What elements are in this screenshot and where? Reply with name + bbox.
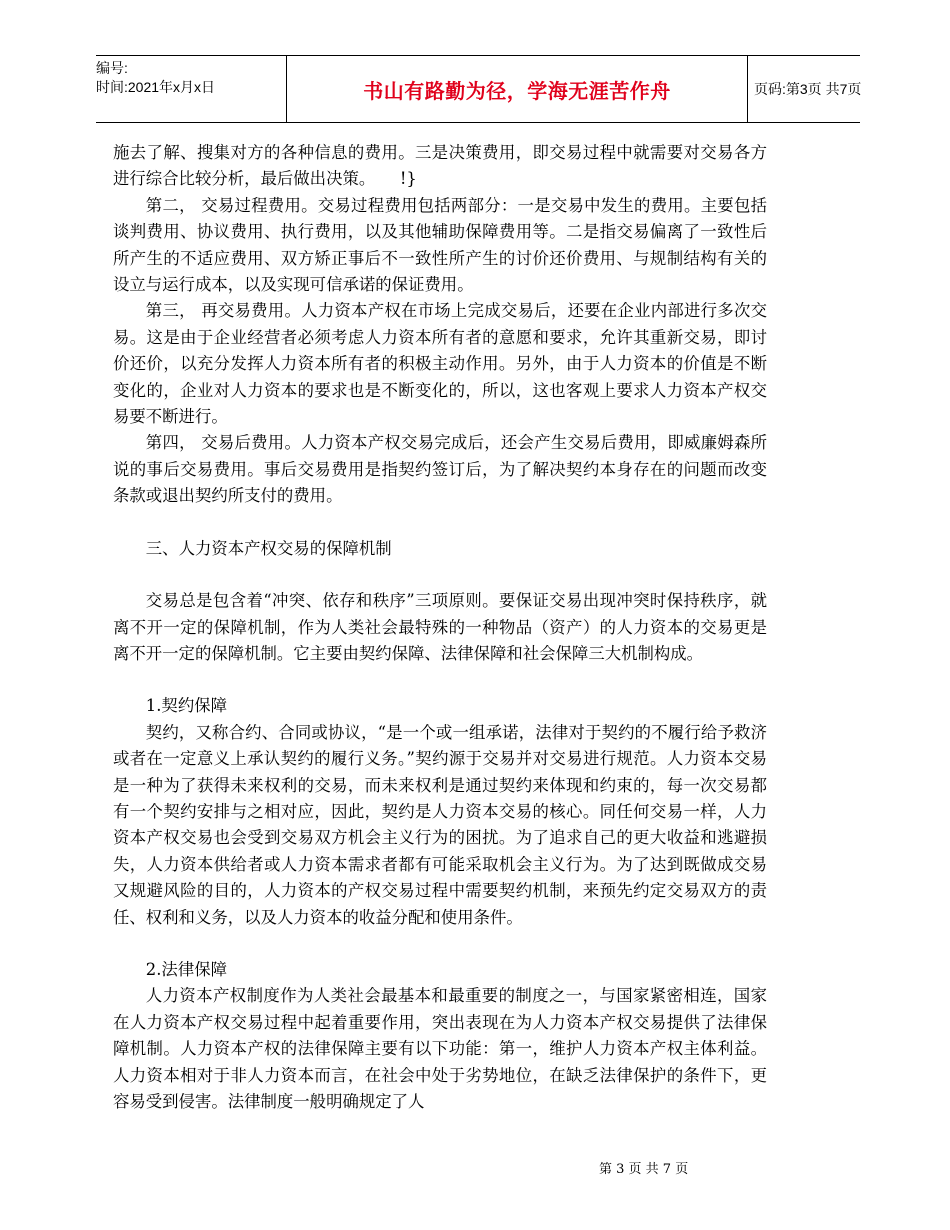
subsection-heading: 1.契约保障 <box>145 696 227 716</box>
header-meta <box>96 56 286 125</box>
paragraph: 施去了解、搜集对方的各种信息的费用。三是决策费用，即交易过程中就需要对交易各方进行综合比较分析，最后做出决策。 !} <box>113 143 767 189</box>
paragraph: 第四， 交易后费用。人力资本产权交易完成后，还会产生交易后费用，即威廉姆森所说的事后交易费用。事后交易费用是指契约签订后，为了解决契约本身存在的问题而改变条款或退出契约所支付的费用。 <box>113 433 767 506</box>
page-header <box>96 55 860 123</box>
page-footer: 第 3 页 共 7 页 <box>599 1162 689 1177</box>
paragraph: 契约，又称合约、合同或协议，“是一个或一组承诺，法律对于契约的不履行给予救济或者在一定意义上承认契约的履行义务。”契约源于交易并对交易进行规范。人力资本交易是一种为了获得未来权利的交易，而未来权利是通过契约来体现和约束的，每一次交易都有一个契约安排与之相对应，因此，契约是人力资本交易的核心。同任何交易一样，人力资本产权交易也会受到交易双方机会主义行为的困扰。为了追求自己的更大收益和逃避损失，人力资本供给者或人力资本需求者都有可能采取机会主义行为。为了达到既做成交易又规避风险的目的，人力资本的产权交易过程中需要契约机制，来预先约定交易双方的责任、权利和义务，以及人力资本的收益分配和使用条件。 <box>113 722 767 927</box>
header-motto: 书山有路勤为径，学海无涯苦作舟 <box>286 56 748 122</box>
paragraph: 第三， 再交易费用。人力资本产权在市场上完成交易后，还要在企业内部进行多次交易。这是由于企业经营者必须考虑人力资本所有者的意愿和要求，允许其重新交易，即讨价还价，以充分发挥人力资本所有者的积极主动作用。另外，由于人力资本的价值是不断变化的，企业对人力资本的要求也是不断变化的，所以，这也客观上要求人力资本产权交易要不断进行。 <box>113 301 767 427</box>
document-time-label: 时间:2021年x月x日 <box>96 79 216 95</box>
header-page-info: 页码:第3页 共7页 <box>754 81 862 97</box>
paragraph: 交易总是包含着“冲突、依存和秩序”三项原则。要保证交易出现冲突时保持秩序，就离不开一定的保障机制，作为人类社会最特殊的一种物品（资产）的人力资本的交易更是离不开一定的保障机制。它主要由契约保障、法律保障和社会保障三大机制构成。 <box>113 591 767 663</box>
subsection-heading: 2.法律保障 <box>145 959 227 979</box>
section-heading: 三、人力资本产权交易的保障机制 <box>145 538 392 558</box>
document-number-label: 编号: <box>96 60 128 76</box>
paragraph: 第二， 交易过程费用。交易过程费用包括两部分：一是交易中发生的费用。主要包括谈判费用、协议费用、执行费用，以及其他辅助保障费用等。二是指交易偏离了一致性后所产生的不适应费用、双方矫正事后不一致性所产生的讨价还价费用、与规制结构有关的设立与运行成本，以及实现可信承诺的保证费用。 <box>113 195 767 295</box>
paragraph: 人力资本产权制度作为人类社会最基本和最重要的制度之一，与国家紧密相连，国家在人力资本产权交易过程中起着重要作用，突出表现在为人力资本产权交易提供了法律保障机制。人力资本产权的法律保障主要有以下功能：第一，维护人力资本产权主体利益。人力资本相对于非人力资本而言，在社会中处于劣势地位，在缺乏法律保护的条件下，更容易受到侵害。法律制度一般明确规定了人 <box>113 986 767 1111</box>
document-body <box>113 140 767 1115</box>
